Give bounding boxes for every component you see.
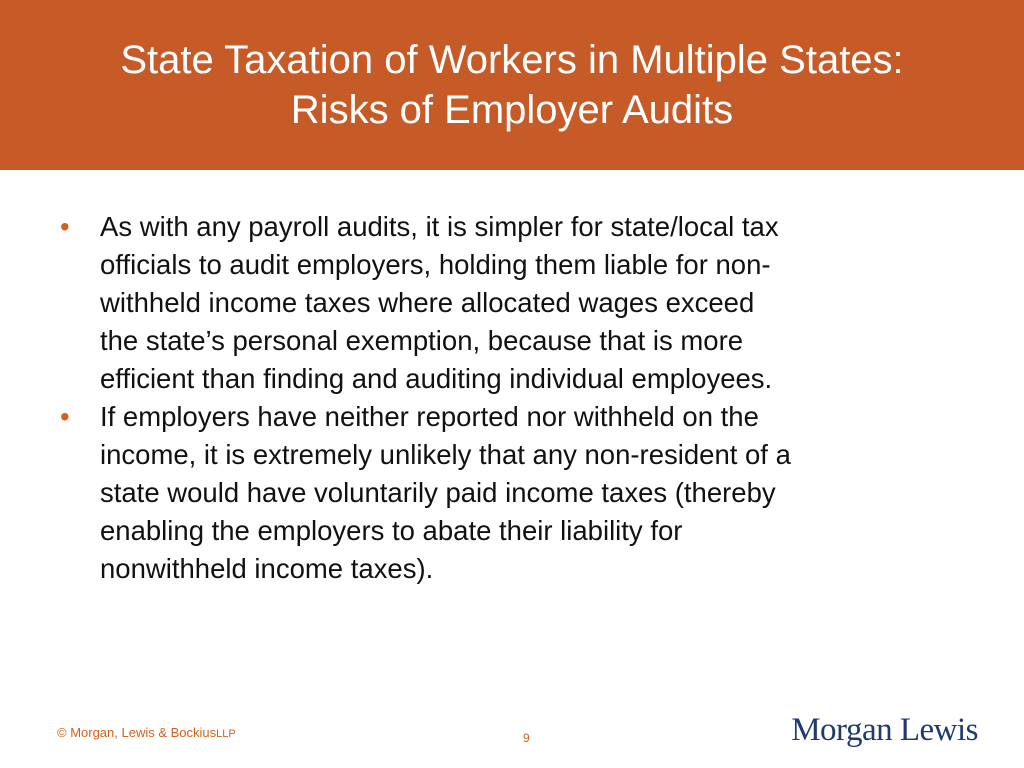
slide-title-line-1: State Taxation of Workers in Multiple States: (120, 38, 904, 82)
bullet-1-line-5: efficient than finding and auditing individual employees. (100, 363, 773, 394)
bullet-1-line-1: As with any payroll audits, it is simpler for state/local tax (100, 211, 779, 242)
copyright-text: © Morgan, Lewis & Bockius (57, 725, 217, 740)
bullet-1-line-4: the state’s personal exemption, because that is more (100, 325, 744, 356)
copyright-llp: LLP (216, 728, 236, 740)
bullet-1-line-3: withheld income taxes where allocated wages exceed (100, 287, 755, 318)
copyright-notice (57, 725, 236, 740)
bullet-list (58, 208, 978, 588)
page-number: 9 (523, 731, 530, 745)
morgan-lewis-logo: Morgan Lewis (791, 712, 978, 748)
bullet-marker-icon: • (60, 211, 70, 242)
bullet-2-line-5: nonwithheld income taxes). (100, 553, 434, 584)
title-banner (0, 0, 1024, 170)
bullet-1-line-2: officials to audit employers, holding them liable for non- (100, 249, 771, 280)
bullet-item-2 (58, 398, 978, 588)
bullet-item-1 (58, 208, 978, 398)
bullet-2-line-2: income, it is extremely unlikely that any non-resident of a (100, 439, 791, 470)
bullet-marker-icon: • (60, 401, 70, 432)
bullet-2-line-3: state would have voluntarily paid income taxes (thereby (100, 477, 776, 508)
slide-title-line-2: Risks of Employer Audits (290, 88, 734, 132)
bullet-2-line-1: If employers have neither reported nor withheld on the (100, 401, 759, 432)
bullet-2-line-4: enabling the employers to abate their liability for (100, 515, 683, 546)
